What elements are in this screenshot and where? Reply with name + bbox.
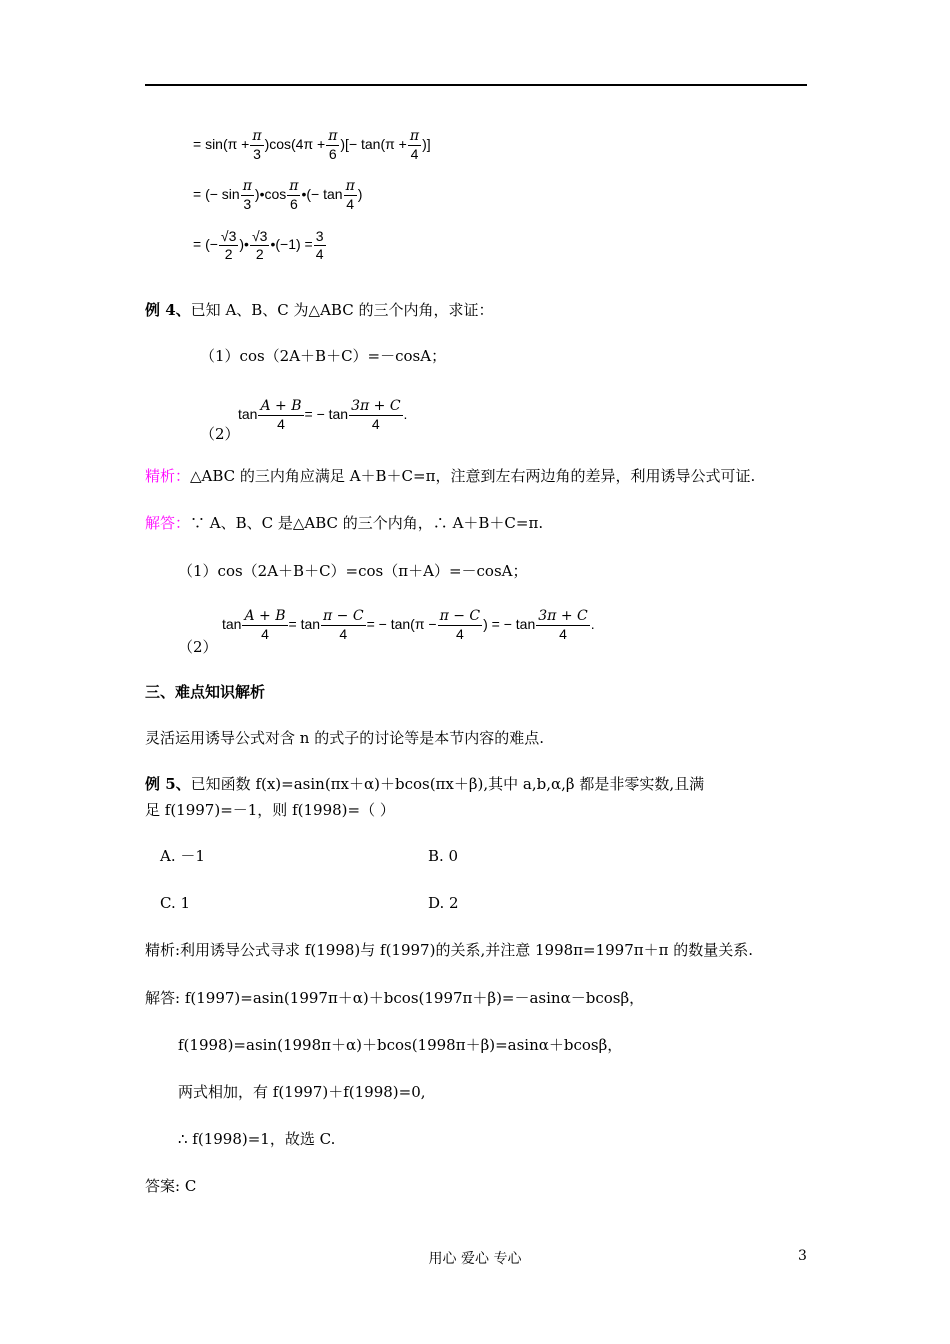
option-d: D. 2	[428, 894, 459, 912]
derivation-line-2: = (− sin $\frac{\pi}{3}$ )•cos $\frac{\pi}{6}$ •(− tan $\frac{\pi}{4}$ )	[193, 178, 363, 212]
fraction: $\frac{\pi}{3}$	[242, 178, 252, 212]
option-c: C. 1	[160, 894, 191, 912]
example-5-statement-line-1: 例 5、已知函数 f(x)=asin(πx＋α)＋bcos(πx＋β),其中 a,b,α,β 都是非零实数,且满	[145, 775, 705, 793]
fraction: $\frac{3\pi + C}{4}$	[351, 398, 401, 432]
example-4-statement: 例 4、已知 A、B、C 为△ABC 的三个内角，求证：	[145, 301, 494, 319]
footer-text: 用心 爱心 专心	[428, 1251, 522, 1267]
example-5-solution-4: ∴ f(1998)=1，故选 C.	[178, 1130, 336, 1148]
example-label: 例 5、	[145, 775, 191, 793]
fraction: $\frac{\pi}{6}$	[328, 128, 338, 162]
header-rule	[145, 84, 807, 86]
fraction: $\frac{√3}{2}$	[251, 228, 268, 262]
example-4-solution-1: （1）cos（2A＋B＋C）=cos（π＋A）=－cosA；	[178, 562, 528, 580]
section-intro: 灵活运用诱导公式对含 n 的式子的讨论等是本节内容的难点.	[145, 729, 544, 747]
example-4-solution-2-formula: tan $\frac{A + B}{4}$ = tan $\frac{\pi - C}{4}$ = − tan(π − $\frac{\pi - C}{4}$ ) = − tan $\frac{3\pi + C}{4}$ .	[222, 608, 595, 642]
example-4-analysis: 精析：△ABC 的三内角应满足 A＋B＋C=π，注意到左右两边角的差异，利用诱导公式可证.	[145, 467, 756, 485]
derivation-line-3: = (− $\frac{√3}{2}$ )• $\frac{√3}{2}$ •(−1) = $\frac{3}{4}$	[193, 228, 324, 262]
fraction: $\frac{\pi}{6}$	[289, 178, 299, 212]
example-4-part-2-formula: tan $\frac{A + B}{4}$ = − tan $\frac{3\pi + C}{4}$ .	[238, 398, 408, 432]
page-number: 3	[798, 1248, 807, 1264]
derivation-line-1: = sin(π + $\frac{\pi}{3}$ )cos(4π + $\frac{\pi}{6}$ )[− tan(π + $\frac{\pi}{4}$ )]	[193, 128, 431, 162]
example-4-part-2-number: （2）	[200, 425, 240, 443]
example-5-statement-line-2: 足 f(1997)=－1，则 f(1998)=（ ）	[145, 801, 395, 819]
fraction: $\frac{A + B}{4}$	[244, 608, 286, 642]
example-5-solution-1: 解答: f(1997)=asin(1997π＋α)＋bcos(1997π＋β)=－asinα－bcosβ，	[145, 989, 645, 1007]
section-heading: 三、难点知识解析	[145, 683, 266, 701]
fraction: $\frac{3}{4}$	[315, 228, 324, 262]
example-5-final-answer: 答案: C	[145, 1177, 197, 1195]
example-4-solution-2-number: （2）	[178, 638, 218, 656]
fraction: $\frac{\pi}{4}$	[345, 178, 355, 212]
fraction: $\frac{A + B}{4}$	[260, 398, 302, 432]
fraction: $\frac{\pi}{4}$	[409, 128, 420, 162]
example-5-solution-3: 两式相加，有 f(1997)＋f(1998)=0,	[178, 1083, 426, 1101]
example-5-analysis: 精析:利用诱导公式寻求 f(1998)与 f(1997)的关系,并注意 1998π=1997π＋π 的数量关系.	[145, 941, 754, 959]
fraction: $\frac{√3}{2}$	[220, 228, 237, 262]
fraction: $\frac{\pi - C}{4}$	[323, 608, 364, 642]
answer-label: 解答：	[145, 514, 191, 532]
fraction: $\frac{\pi}{3}$	[252, 128, 262, 162]
example-label: 例 4、	[145, 301, 191, 319]
example-4-answer: 解答：∵ A、B、C 是△ABC 的三个内角，∴ A＋B＋C=π.	[145, 514, 544, 532]
fraction: $\frac{\pi - C}{4}$	[439, 608, 481, 642]
option-a: A. －1	[160, 847, 205, 865]
example-5-solution-2: f(1998)=asin(1998π＋α)＋bcos(1998π＋β)=asinα＋bcosβ，	[178, 1036, 623, 1054]
option-b: B. 0	[428, 847, 459, 865]
fraction: $\frac{3\pi + C}{4}$	[538, 608, 588, 642]
analysis-label: 精析：	[145, 467, 191, 485]
example-4-part-1: （1）cos（2A＋B＋C）=－cosA；	[200, 347, 447, 365]
